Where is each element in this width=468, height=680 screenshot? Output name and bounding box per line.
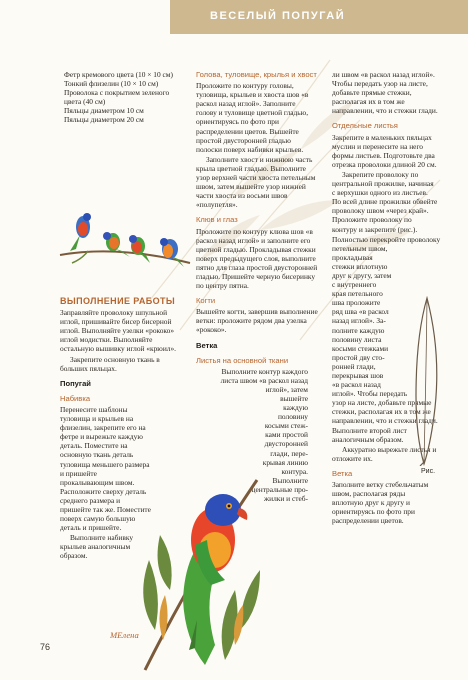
- leaves-line: листа швом «в раскол назад: [220, 375, 308, 385]
- nabivka-heading: Набивка: [60, 393, 91, 403]
- narrow-line: друг к другу, затем: [332, 270, 392, 280]
- materials-item: Проволока с покрытием зеленого цвета (40 см): [64, 88, 170, 107]
- narrow-line: назад иглой». За-: [332, 316, 386, 326]
- leaves-line: двусторонней: [264, 439, 308, 449]
- materials-item: Пяльцы диаметром 10 см: [64, 106, 144, 116]
- parrot-small-1: [70, 213, 91, 251]
- signature: MЕлена: [110, 630, 139, 640]
- narrow-line: с внутреннего: [332, 280, 377, 290]
- narrow-line: половину листа: [332, 334, 382, 344]
- head-paragraph: Проложите по контуру головы, туловища, крыльев и хвоста шов «в раскол назад иглой». Заполните голову и туловище цветной гладью, ориентируясь по фото при распределении цветов. Вышейте простой двусторонней гладью полоски поверх набивки крыльев.: [196, 81, 309, 154]
- claws-paragraph: Вышейте когти, завершив выполнение ветки: проложите рядом два узелка «рококо».: [196, 307, 318, 335]
- narrow-line: Полностью перекройте проволоку: [332, 234, 441, 244]
- leaves-line: каждую: [283, 403, 308, 413]
- leaves-line: глади, пере-: [270, 448, 308, 458]
- separate-leaves-paragraph: Закрепите в маленьких пяльцах муслин и перенесите на него формы листьев. Подготовьте два отрезка проволоки длиной 20 см.: [332, 132, 437, 169]
- materials-item: Тонкий флизелин (10 × 10 см): [64, 79, 159, 89]
- narrow-line: прокладывая: [332, 252, 373, 262]
- leaves-line: иглой», затем: [265, 384, 308, 394]
- embroidered-parrot-illustration: [135, 470, 265, 675]
- after-paragraph: узор на листе, добавьте прямые стежки, располагая их в том же направлении, что и стежки глади. Выполните второй лист аналогичным образом.: [332, 398, 438, 444]
- section-heading: ВЫПОЛНЕНИЕ РАБОТЫ: [60, 296, 176, 306]
- intro-paragraph: Заправляйте проволоку шпульной иглой, пришивайте бисер бисерной иглой. Выполняйте узелки «рококо» иглой модистки. Выполняйте остальную вышивку иглой «крюил».: [60, 308, 177, 354]
- narrow-line: ряд шва «в раскол: [332, 307, 389, 317]
- narrow-line: ронней глади,: [332, 361, 376, 371]
- parrot-small-3: [129, 235, 150, 263]
- narrow-line: края петельного: [332, 289, 383, 299]
- leaves-line: жилки и стеб-: [264, 494, 308, 504]
- leaves-line: центральные про-: [251, 484, 308, 494]
- narrow-line: иглой». Чтобы передать: [332, 389, 408, 399]
- materials-item: Фетр кремового цвета (10 × 10 см): [64, 70, 173, 79]
- vetka-heading: Ветка: [332, 468, 353, 478]
- leaf-figure-illustration: [412, 296, 442, 466]
- narrow-line: петельным швом,: [332, 243, 388, 253]
- head-paragraph-2: Заполните хвост и нижнюю часть крыла цветной гладью. Выполните узор верхней части хвоста петельным швом, затем вышейте узор нижней части хвоста из восьми швов «полупетля».: [196, 154, 316, 210]
- separate-leaves-heading: Отдельные листья: [332, 121, 398, 131]
- leaves-line: контура.: [281, 466, 308, 476]
- parrot-small-4: [160, 238, 184, 267]
- narrow-line: косыми стежками: [332, 343, 389, 353]
- page-title: ВЕСЕЛЫЙ ПОПУГАЙ: [210, 10, 346, 22]
- narrow-line: стежки вплотную: [332, 261, 388, 271]
- narrow-line: шва проложите: [332, 298, 381, 308]
- vetka-paragraph: Заполните ветку стебельчатым швом, располагая ряды вплотную друг к другу и ориентируясь по фото при распределении цветов.: [332, 480, 429, 526]
- leaves-line: крывая линию: [262, 457, 308, 467]
- leaves-line: вышейте: [280, 394, 308, 403]
- beak-paragraph: Проложите по контуру клюва шов «в раскол назад иглой» и заполните его цветной гладью. Прокладывая стежки поверх предыдущего слоя, выполните пятно для глаза простой двусторонней гладью. Пришейте черную бисеринку по центру пятна.: [196, 226, 318, 291]
- narrow-line: простой дву сто-: [332, 352, 385, 362]
- leaves-line: ками простой: [265, 430, 308, 440]
- narrow-line: «в раскол назад: [332, 380, 381, 390]
- cut-paragraph: Аккуратно вырежьте листья и отложите их.: [332, 444, 437, 463]
- small-parrots-illustration: [58, 205, 193, 275]
- head-heading: Голова, туловище, крылья и хвост: [196, 70, 317, 79]
- nabivka-paragraph-2: Выполните набивку крыльев аналогичным образом.: [60, 533, 134, 561]
- nabivka-paragraph: Перенесите шаблоны туловища и крыльев на флизелин, закрепите его на фетре и вырежьте каждую деталь. Поместите на основную ткань деталь туловища меньшего размера и пришейте прокалывающим швом. Расположите сверху деталь среднего размера и пришейте так же. Поместите поверх самую большую деталь и пришейте.: [60, 404, 151, 533]
- materials-list: [64, 70, 184, 125]
- leaves-line: половину: [277, 412, 308, 422]
- claws-heading: Когти: [196, 296, 216, 306]
- narrow-line: полните каждую: [332, 325, 385, 335]
- column-2: [196, 70, 318, 503]
- branch-heading: Ветка: [196, 340, 218, 350]
- leaves-line: Выполните: [272, 475, 308, 485]
- leaves-heading: Листья на основной ткани: [196, 355, 289, 365]
- narrow-text-block: [332, 234, 441, 399]
- beak-heading: Клюв и глаз: [196, 215, 238, 225]
- parrot-heading: Попугай: [60, 378, 91, 388]
- leaves-line: Выполните контур каждого: [221, 366, 308, 376]
- materials-item: Пяльцы диаметром 20 см: [64, 115, 144, 125]
- page-number: 76: [40, 642, 51, 652]
- narrow-line: перекрывая шов: [332, 371, 384, 380]
- intro-paragraph-2: Закрепите основную ткань в больших пяльцах.: [60, 354, 160, 373]
- figure-caption: Рис.: [421, 468, 436, 475]
- continued-paragraph: ли швом «в раскол назад иглой». Чтобы передать узор на листе, добавьте прямые стежки, располагая их в том же направлении, что и стежки глади.: [332, 70, 438, 116]
- separate-leaves-paragraph-2: Закрепите проволоку по центральной прожилке, начиная с верхушки одного из листьев. По всей длине прожилки обвейте проволоку швом «через край». Проложите проволоку по контуру и закрепите (рис.).: [332, 169, 438, 234]
- leaves-line: косыми стеж-: [264, 421, 308, 431]
